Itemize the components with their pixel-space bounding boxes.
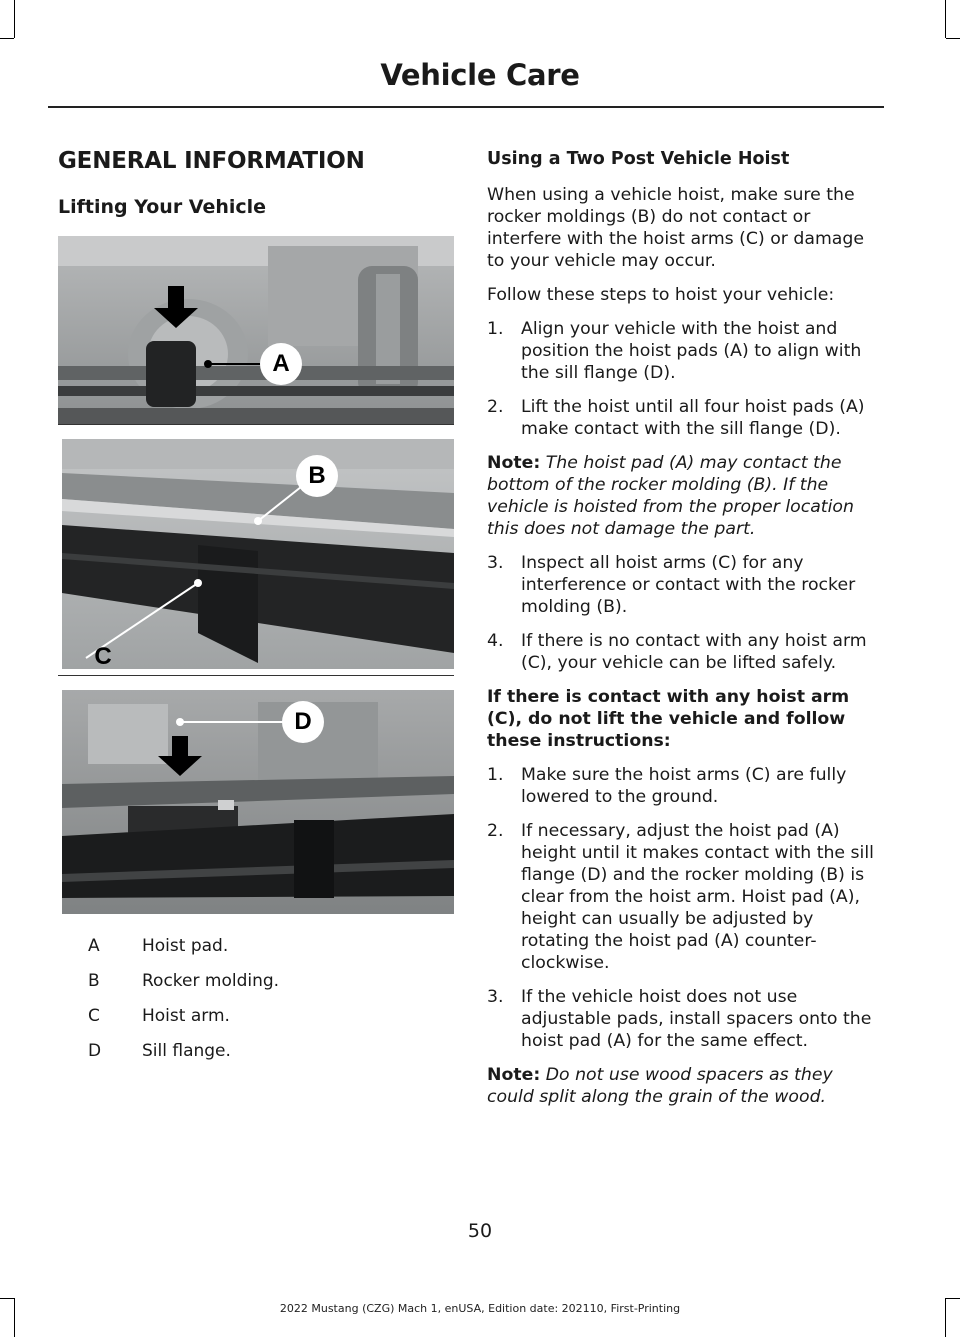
legend-row	[58, 936, 456, 956]
figure-rocker-hoist-arm	[58, 433, 454, 676]
step-text: If there is no contact with any hoist arm (C), your vehicle can be lifted safely.	[521, 631, 867, 673]
crop-mark	[0, 1298, 14, 1299]
left-column	[58, 140, 456, 1076]
callout-d: D	[282, 701, 324, 743]
section-title: GENERAL INFORMATION	[58, 148, 365, 174]
step-number: 1.	[487, 765, 504, 785]
step-text: Align your vehicle with the hoist and position the hoist pads (A) to align with the sill flange (D).	[521, 319, 862, 383]
step-number: 3.	[487, 553, 504, 573]
legend-key: A	[88, 936, 100, 956]
figure-sill-flange	[58, 684, 454, 916]
legend-value: Hoist pad.	[142, 936, 229, 956]
sill-flange-illustration	[58, 684, 454, 916]
note-text: Do not use wood spacers as they could split along the grain of the wood.	[487, 1065, 833, 1107]
warning-heading: If there is contact with any hoist arm (C), do not lift the vehicle and follow these instructions:	[487, 687, 850, 751]
legend-row	[58, 971, 456, 991]
step-number: 2.	[487, 821, 504, 841]
figure-legend	[58, 936, 456, 1061]
step-text: If the vehicle hoist does not use adjustable pads, install spacers onto the hoist pad (A) for the same effect.	[521, 987, 872, 1051]
note-label: Note:	[487, 1065, 541, 1085]
legend-value: Sill flange.	[142, 1041, 231, 1061]
crop-mark	[946, 1298, 960, 1299]
crop-mark	[946, 38, 960, 39]
step-item	[487, 396, 882, 440]
legend-key: B	[88, 971, 100, 991]
step-item	[487, 764, 882, 808]
legend-value: Rocker molding.	[142, 971, 280, 991]
page-footer: 2022 Mustang (CZG) Mach 1, enUSA, Edition date: 202110, First-Printing	[279, 1302, 681, 1315]
rocker-molding-illustration	[58, 433, 454, 675]
figure-hoist-pad	[58, 236, 454, 425]
step-number: 4.	[487, 631, 504, 651]
page-header-title: Vehicle Care	[380, 58, 580, 92]
step-number: 3.	[487, 987, 504, 1007]
right-column	[487, 148, 882, 1120]
subsection-title: Lifting Your Vehicle	[58, 196, 267, 218]
hoist-pad-illustration	[58, 236, 454, 424]
legend-row	[58, 1006, 456, 1026]
step-item	[487, 318, 882, 384]
steps-intro: Follow these steps to hoist your vehicle:	[487, 285, 835, 305]
step-item	[487, 630, 882, 674]
note-text: The hoist pad (A) may contact the bottom of the rocker molding (B). If the vehicle is hoisted from the proper location this does not damage the part.	[487, 453, 854, 539]
note-1	[487, 452, 882, 540]
callout-a: A	[260, 343, 302, 385]
note-label: Note:	[487, 453, 541, 473]
callout-b: B	[296, 455, 338, 497]
crop-mark	[0, 38, 14, 39]
header-divider	[48, 106, 884, 108]
legend-row	[58, 1041, 456, 1061]
note-2	[487, 1064, 882, 1108]
step-text: Inspect all hoist arms (C) for any interference or contact with the rocker molding (B).	[521, 553, 856, 617]
page-number: 50	[467, 1220, 493, 1242]
intro-paragraph: When using a vehicle hoist, make sure the rocker moldings (B) do not contact or interfere with the hoist arms (C) or damage to your vehicle may occur.	[487, 185, 864, 271]
legend-key: D	[88, 1041, 102, 1061]
subsection-title-hoist: Using a Two Post Vehicle Hoist	[487, 149, 790, 169]
crop-mark	[14, 0, 15, 38]
step-text: If necessary, adjust the hoist pad (A) height until it makes contact with the sill flange (D) and the rocker molding (B) is clear from the hoist arm. Hoist pad (A), height can usually be adjusted by rotating the hoist pad (A) counter-clockwise.	[521, 821, 874, 973]
step-text: Lift the hoist until all four hoist pads (A) make contact with the sill flange (D).	[521, 397, 865, 439]
step-item	[487, 986, 882, 1052]
crop-mark	[945, 0, 946, 38]
legend-value: Hoist arm.	[142, 1006, 230, 1026]
step-item	[487, 552, 882, 618]
step-item	[487, 820, 882, 974]
legend-key: C	[88, 1006, 100, 1026]
callout-c: C	[94, 643, 112, 670]
step-number: 2.	[487, 397, 504, 417]
step-text: Make sure the hoist arms (C) are fully lowered to the ground.	[521, 765, 847, 807]
step-number: 1.	[487, 319, 504, 339]
